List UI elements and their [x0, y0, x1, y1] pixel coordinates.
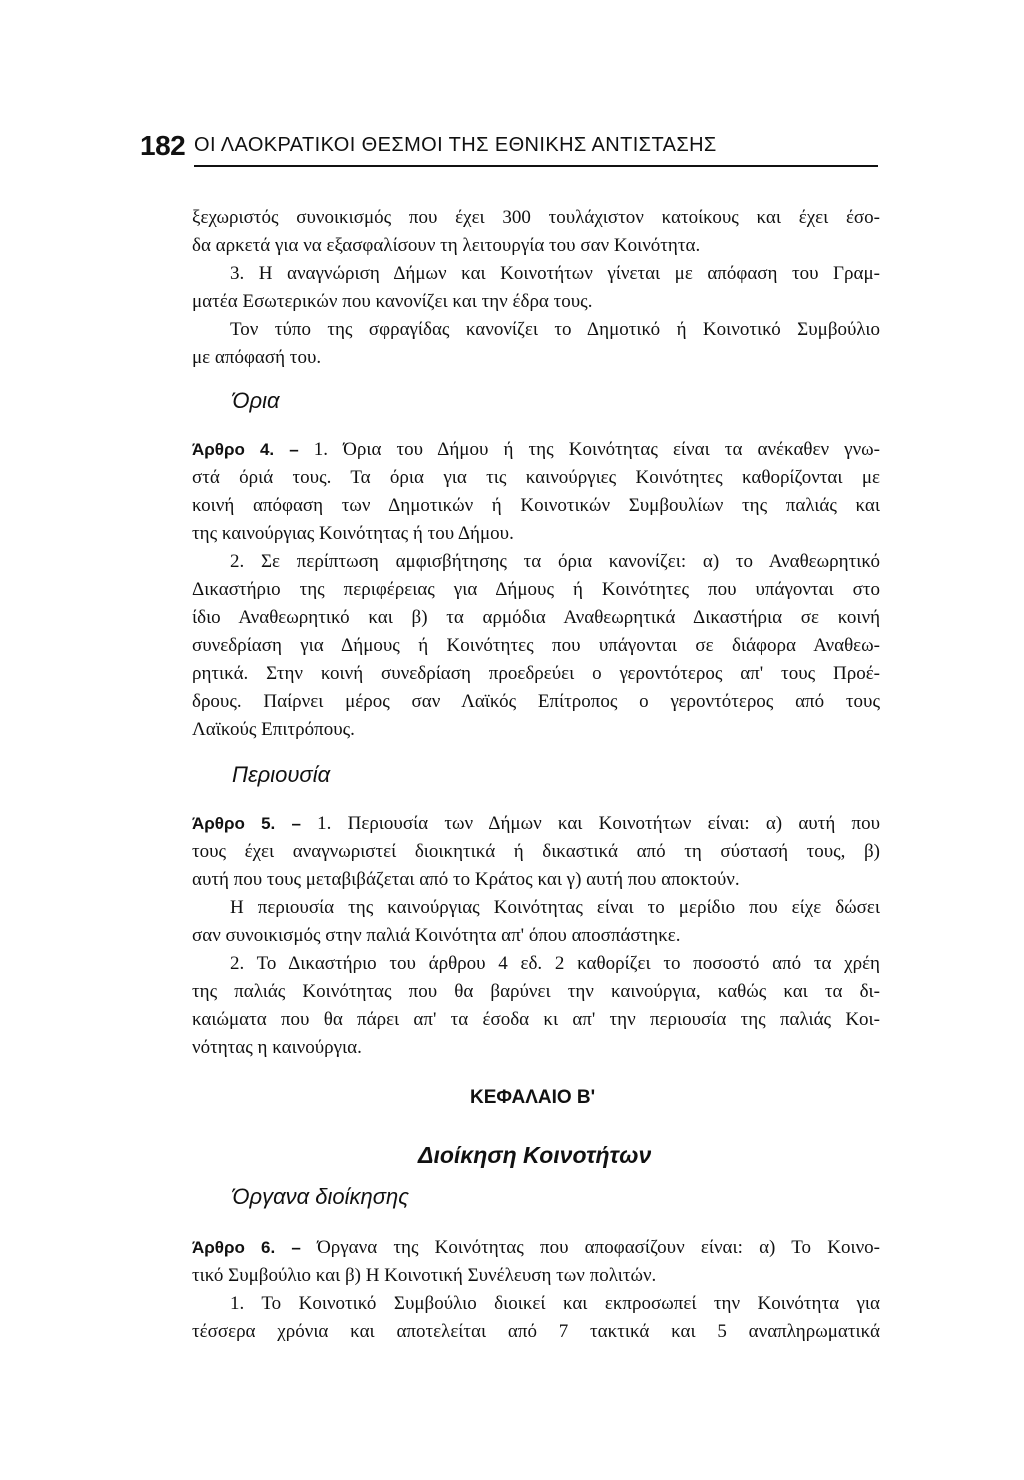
text-line: τικό Συμβούλιο και β) Η Κοινοτική Συνέλευση των πολιτών.: [192, 1265, 657, 1286]
text-line: στά όριά τους. Τα όρια για τις καινούργιες Κοινότητες καθορίζονται με: [192, 467, 880, 488]
text-line: τέσσερα χρόνια και αποτελείται από 7 τακτικά και 5 αναπληρωματικά: [192, 1321, 880, 1342]
text-line: Δικαστήριο της περιφέρειας για Δήμους ή Κοινότητες που υπάγονται στο: [192, 579, 880, 600]
text-line: 2. Το Δικαστήριο του άρθρου 4 εδ. 2 καθορίζει το ποσοστό από τα χρέη: [230, 953, 880, 974]
text-line: τους έχει αναγνωριστεί διοικητικά ή δικαστικά από τη σύστασή τους, β): [192, 841, 880, 862]
text-line: σαν συνοικισμός στην παλιά Κοινότητα απ' όπου αποσπάστηκε.: [192, 925, 681, 946]
article-first-line: [192, 1234, 880, 1262]
article-label: Άρθρο 5. –: [192, 814, 301, 833]
text-line: ίδιο Αναθεωρητικό και β) τα αρμόδια Αναθεωρητικά Δικαστήρια σε κοινή: [192, 607, 880, 628]
chapter-subtitle: Διοίκηση Κοινοτήτων: [418, 1142, 652, 1168]
text-line: της καινούργιας Κοινότητας ή του Δήμου.: [192, 523, 514, 544]
text-line: με απόφασή του.: [192, 347, 322, 368]
article-text: 1. Όρια του Δήμου ή της Κοινότητας είναι τα ανέκαθεν γνω-: [298, 439, 880, 460]
text-line: κοινή απόφαση των Δημοτικών ή Κοινοτικών Συμβουλίων της παλιάς και: [192, 495, 880, 516]
text-line: ρητικά. Στην κοινή συνεδρίαση προεδρεύει ο γεροντότερος απ' τους Προέ-: [192, 663, 880, 684]
header-rule: [194, 165, 878, 167]
text-line: συνεδρίαση για Δήμους ή Κοινότητες που υπάγονται σε διάφορα Αναθεω-: [192, 635, 880, 656]
text-line: Η περιουσία της καινούργιας Κοινότητας είναι το μερίδιο που είχε δώσει: [230, 897, 880, 918]
text-line: Τον τύπο της σφραγίδας κανονίζει το Δημοτικό ή Κοινοτικό Συμβούλιο: [230, 319, 880, 340]
text-line: δα αρκετά για να εξασφαλίσουν τη λειτουργία του σαν Κοινότητα.: [192, 235, 701, 256]
section-heading-periousia: Περιουσία: [232, 762, 331, 787]
article-first-line: [192, 436, 880, 464]
text-line: της παλιάς Κοινότητας που θα βαρύνει την καινούργια, καθώς και τα δι-: [192, 981, 880, 1002]
page-number: 182: [140, 130, 186, 161]
text-line: 2. Σε περίπτωση αμφισβήτησης τα όρια κανονίζει: α) το Αναθεωρητικό: [230, 551, 880, 572]
article-first-line: [192, 810, 880, 838]
text-line: αυτή που τους μεταβιβάζεται από το Κράτος και γ) αυτή που αποκτούν.: [192, 869, 740, 890]
article-label: Άρθρο 6. –: [192, 1238, 301, 1257]
chapter-title: ΚΕΦΑΛΑΙΟ Β': [470, 1087, 596, 1108]
article-label: Άρθρο 4. –: [192, 440, 299, 459]
text-line: ματέα Εσωτερικών που κανονίζει και την έδρα τους.: [192, 291, 593, 312]
text-line: νότητας η καινούργια.: [192, 1037, 362, 1058]
article-text: Όργανα της Κοινότητας που αποφασίζουν είναι: α) Το Κοινο-: [300, 1237, 880, 1258]
text-line: δρους. Παίρνει μέρος σαν Λαϊκός Επίτροπος ο γεροντότερος από τους: [192, 691, 880, 712]
section-heading-oria: Όρια: [232, 388, 280, 413]
article-text: 1. Περιουσία των Δήμων και Κοινοτήτων είναι: α) αυτή που: [300, 813, 880, 834]
page-header: [140, 128, 878, 168]
text-line: 1. Το Κοινοτικό Συμβούλιο διοικεί και εκπροσωπεί την Κοινότητα για: [230, 1293, 880, 1314]
section-heading-organa: Όργανα διοίκησης: [232, 1184, 409, 1209]
text-line: Λαϊκούς Επιτρόπους.: [192, 719, 355, 740]
text-line: ξεχωριστός συνοικισμός που έχει 300 τουλάχιστον κατοίκους και έχει έσο-: [192, 207, 880, 228]
text-line: 3. Η αναγνώριση Δήμων και Κοινοτήτων γίνεται με απόφαση του Γραμ-: [230, 263, 880, 284]
running-title: ΟΙ ΛΑΟΚΡΑΤΙΚΟΙ ΘΕΣΜΟΙ ΤΗΣ ΕΘΝΙΚΗΣ ΑΝΤΙΣΤΑΣΗΣ: [194, 134, 717, 156]
text-line: καιώματα που θα πάρει απ' τα έσοδα κι απ' την περιουσία της παλιάς Κοι-: [192, 1009, 880, 1030]
